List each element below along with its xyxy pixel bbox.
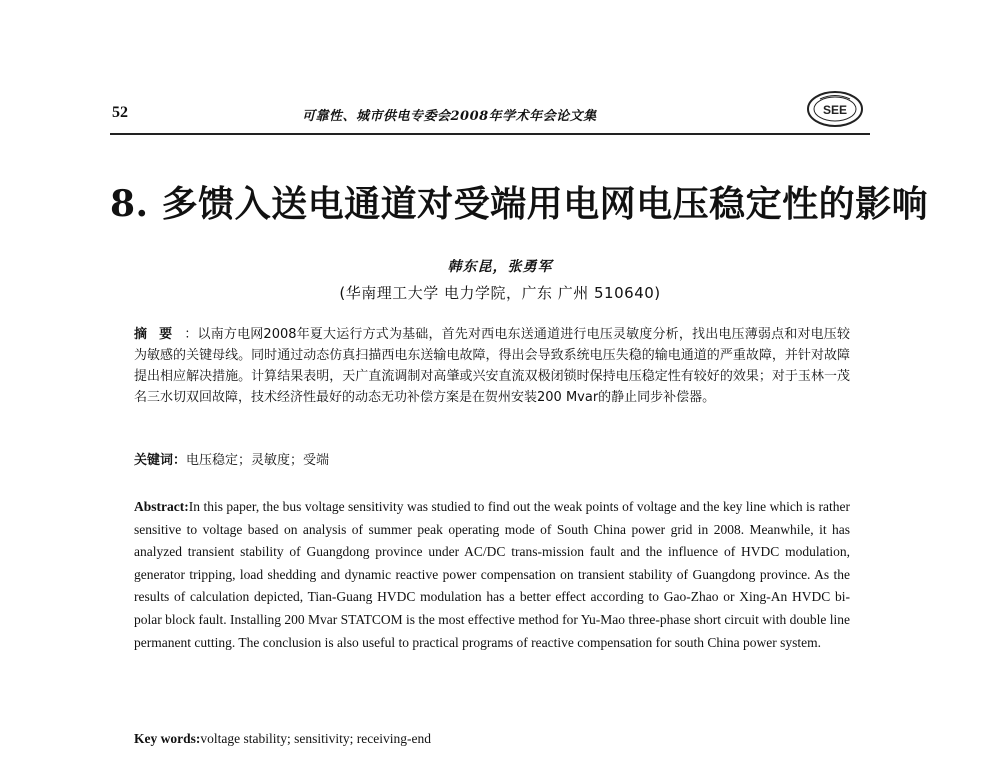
chinese-abstract-text: 以南方电网2008年夏大运行方式为基础，首先对西电东送通道进行电压灵敏度分析，找出电压薄弱点和对电压较为敏感的关键母线。同时通过动态仿真扫描西电东送输电故障，得出会导致系统电压失稳的输电通道的严重故障，并针对故障提出相应解决措施。计算结果表明，天广直流调制对高肇或兴安直流双极闭锁时保持电压稳定性有较好的效果；对于玉林一茂名三水切双回故障，技术经济性最好的动态无功补偿方案是在贺州安装200 Mvar的静止同步补偿器。 [134,327,850,405]
english-keywords-text: voltage stability; sensitivity; receiving-end [200,731,431,746]
chinese-abstract [134,324,850,408]
chinese-abstract-colon: ： [184,327,198,342]
running-header: 可靠性、城市供电专委会2008年学术年会论文集 [302,109,597,124]
header-rule [110,133,870,135]
english-abstract-label: Abstract: [134,499,189,514]
chinese-keywords-label: 关键词： [134,453,187,468]
english-keywords-label: Key words: [134,731,201,746]
chinese-keywords [134,449,850,468]
chinese-abstract-label: 摘要 [134,327,185,342]
chinese-keywords-text: 电压稳定；灵敏度；受端 [186,453,330,468]
english-abstract [134,496,850,654]
paper-title: 8. 多馈入送电通道对受端用电网电压稳定性的影响 [110,183,929,225]
authors: 韩东昆，张勇军 [447,259,553,275]
society-logo [806,90,864,128]
affiliation: (华南理工大学 电力学院，广东 广州 510640) [339,284,661,302]
logo-text: SEE [822,103,848,117]
page-number: 52 [112,104,128,121]
english-abstract-text: In this paper, the bus voltage sensitivity was studied to find out the weak points of voltage and the key line which is rather sensitive to voltage based on analysis of summer peak operating mode of South China power grid in 2008. Meanwhile, it has analyzed transient stability of Guangdong province under AC/DC trans-mission fault and the influence of HVDC modulation, generator tripping, load shedding and dynamic reactive power compensation on transient stability of Guangdong province. As the results of calculation depicted, Tian-Guang HVDC modulation has a better effect according to Gao-Zhao or Xing-An HVDC bi-polar block fault. Installing 200 Mvar STATCOM is the most effective method for Yu-Mao three-phase short circuit with double line permanent cutting. The conclusion is also useful to practical programs of reactive compensation for south China power system. [134,499,850,650]
english-keywords [134,731,850,747]
